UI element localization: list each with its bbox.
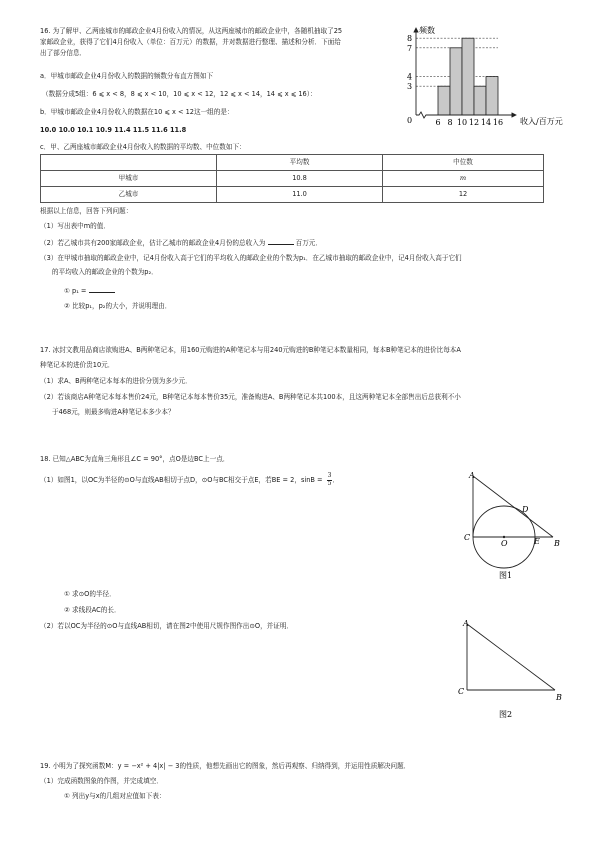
label-B: B	[554, 539, 560, 548]
q17-line1: 17. 冰封文教用品商店欲购进A、B两种笔记本，用160元购进的A种笔记本与用240元购进的B种笔记本数量相同，每本B种笔记本的进价比每本A	[40, 346, 461, 354]
q17-part2-line1: （2）若该商店A种笔记本每本售价24元，B种笔记本每本售价35元，准备购进A、B两种笔记本共100本，且这两种笔记本全部售出后总获利不小	[40, 393, 461, 401]
q19-sub1: ① 列出y与x的几组对应值如下表：	[64, 792, 166, 800]
q19-line1: 19. 小明为了探究函数M：y = −x² + 4|x| − 3的性质，他想先画出它的图象，然后再观察、归纳得到，并运用性质解决问题．	[40, 762, 411, 770]
label-O: O	[501, 539, 508, 548]
q16-part2	[40, 238, 322, 249]
x-tick-label: 10	[456, 118, 468, 127]
segment-AB	[473, 476, 553, 537]
table-row	[41, 171, 544, 187]
table-header-row	[41, 155, 544, 171]
histogram-bar	[450, 48, 462, 115]
q16-part1: （1）写出表中m的值．	[40, 222, 110, 230]
figure-2	[450, 614, 565, 724]
y-tick-labels	[407, 34, 412, 91]
table-row	[41, 187, 544, 203]
table-cell: 甲城市	[41, 171, 217, 187]
histogram-bar	[486, 77, 498, 115]
table-header-cell: 平均数	[217, 155, 383, 171]
y-tick-label: 4	[407, 72, 413, 82]
segment-AB	[467, 624, 555, 690]
q16-part3-sub1	[64, 286, 115, 297]
x-tick-label: 6	[435, 118, 441, 127]
q16-b-title: b．甲城市邮政企业4月份收入的数据在10 ⩽ x < 12这一组的是：	[40, 108, 234, 116]
q16-line2: 家邮政企业，获得了它们4月份收入（单位：百万元）的数据，并对数据进行整理、描述和分析．下面给	[40, 38, 341, 46]
stats-table	[40, 154, 544, 203]
figure-2-caption: 图2	[499, 710, 513, 719]
q18-line1: 18. 已知△ABC为直角三角形且∠C = 90°，点O是边BC上一点．	[40, 455, 230, 463]
q16-part3-line1: （3）在甲城市抽取的邮政企业中，记4月份收入高于它们的平均收入的邮政企业的个数为p₁．在乙城市抽取的邮政企业中，记4月份收入高于它们	[40, 254, 462, 262]
y-axis-label: 频数	[419, 26, 435, 35]
x-tick-label: 12	[468, 118, 480, 127]
x-tick-label: 8	[447, 118, 453, 127]
sin-fraction	[327, 473, 333, 487]
label-C: C	[464, 533, 471, 542]
q18-part2: （2）若以OC为半径的⊙O与直线AB相切，请在图2中使用尺规作图作出⊙O，并证明．	[40, 622, 294, 630]
label-A: A	[469, 471, 475, 480]
fraction-denominator: 5	[327, 479, 332, 487]
label-C: C	[458, 687, 465, 696]
answer-blank	[89, 286, 115, 293]
q16-a-note: （数据分成5组：6 ⩽ x < 8，8 ⩽ x < 10，10 ⩽ x < 12，12 ⩽ x < 14，14 ⩽ x ⩽ 16）：	[42, 90, 317, 98]
fraction-numerator: 3	[327, 472, 332, 479]
answer-blank	[268, 238, 294, 245]
q18-sub1: ① 求⊙O的半径．	[64, 590, 116, 598]
y-tick-label: 8	[407, 34, 413, 44]
q16-b-values: 10.0 10.0 10.1 10.9 11.4 11.5 11.6 11.8	[40, 126, 187, 134]
q19-part1: （1）完成函数图象的作图，并完成填空．	[40, 777, 163, 785]
x-tick-label: 16	[492, 118, 504, 127]
table-header-cell: 中位数	[383, 155, 544, 171]
histogram-bar	[438, 86, 450, 115]
figure-1	[455, 466, 565, 586]
q18-part1-text: （1）如图1，以OC为半径的⊙O与直线AB相切于点D，⊙O与BC相交于点E，若BE = 2，sinB =	[40, 476, 323, 485]
x-tick-label: 14	[480, 118, 492, 127]
table-cell: 10.8	[217, 171, 383, 187]
label-A: A	[463, 619, 469, 628]
q17-line2: 种笔记本的进价贵10元．	[40, 361, 115, 369]
q16-part3-sub1-text: ① p₁ =	[64, 287, 87, 295]
q17-part1: （1）求A、B两种笔记本每本的进价分别为多少元．	[40, 377, 192, 385]
q16-line3: 出了部分信息．	[40, 49, 87, 57]
histogram-bars	[438, 38, 498, 115]
q18-sub2: ② 求线段AC的长．	[64, 606, 121, 614]
table-cell: m	[383, 171, 544, 187]
label-E: E	[534, 537, 540, 546]
center-point-O	[503, 536, 505, 538]
table-header-cell	[41, 155, 217, 171]
origin-label: 0	[407, 116, 413, 125]
label-B: B	[556, 693, 562, 702]
label-D: D	[522, 505, 529, 514]
q16-part2-unit: 百万元．	[295, 239, 322, 247]
q16-c-title: c．甲、乙两座城市邮政企业4月份收入的数据的平均数、中位数如下：	[40, 143, 246, 151]
axis-break-mark	[416, 112, 434, 118]
histogram-bar	[474, 86, 486, 115]
q16-line1: 16. 为了解甲、乙两座城市的邮政企业4月份收入的情况，从这两座城市的邮政企业中，各随机抽取了25	[40, 27, 343, 35]
q16-part3-sub2: ② 比较p₁，p₂的大小，并说明理由．	[64, 302, 172, 310]
q17-part2-line2: 于468元，则最多购进A种笔记本多少本？	[52, 408, 175, 416]
q18-part1: （1）如图1，以OC为半径的⊙O与直线AB相切于点D，⊙O与BC相交于点E，若BE = 2，sinB = $\frac{3}{5}$ ．	[40, 472, 340, 487]
frequency-histogram	[398, 24, 568, 132]
table-cell: 11.0	[217, 187, 383, 203]
table-cell: 12	[383, 187, 544, 203]
q16-prompt: 根据以上信息，回答下列问题：	[40, 207, 133, 215]
figure-1-caption: 图1	[499, 571, 513, 580]
q16-a-title: a．甲城市邮政企业4月份收入的数据的频数分布直方图如下	[40, 72, 214, 80]
histogram-bar	[462, 38, 474, 115]
y-tick-label: 7	[407, 43, 413, 53]
x-axis-label: 收入/百万元	[520, 117, 563, 126]
y-tick-label: 3	[407, 82, 413, 92]
table-cell: 乙城市	[41, 187, 217, 203]
q16-part3-line2: 的平均收入的邮政企业的个数为p₂．	[52, 268, 158, 276]
x-tick-labels	[435, 118, 503, 127]
q16-part2-text: （2）若乙城市共有200家邮政企业，估计乙城市的邮政企业4月份的总收入为	[40, 239, 266, 247]
